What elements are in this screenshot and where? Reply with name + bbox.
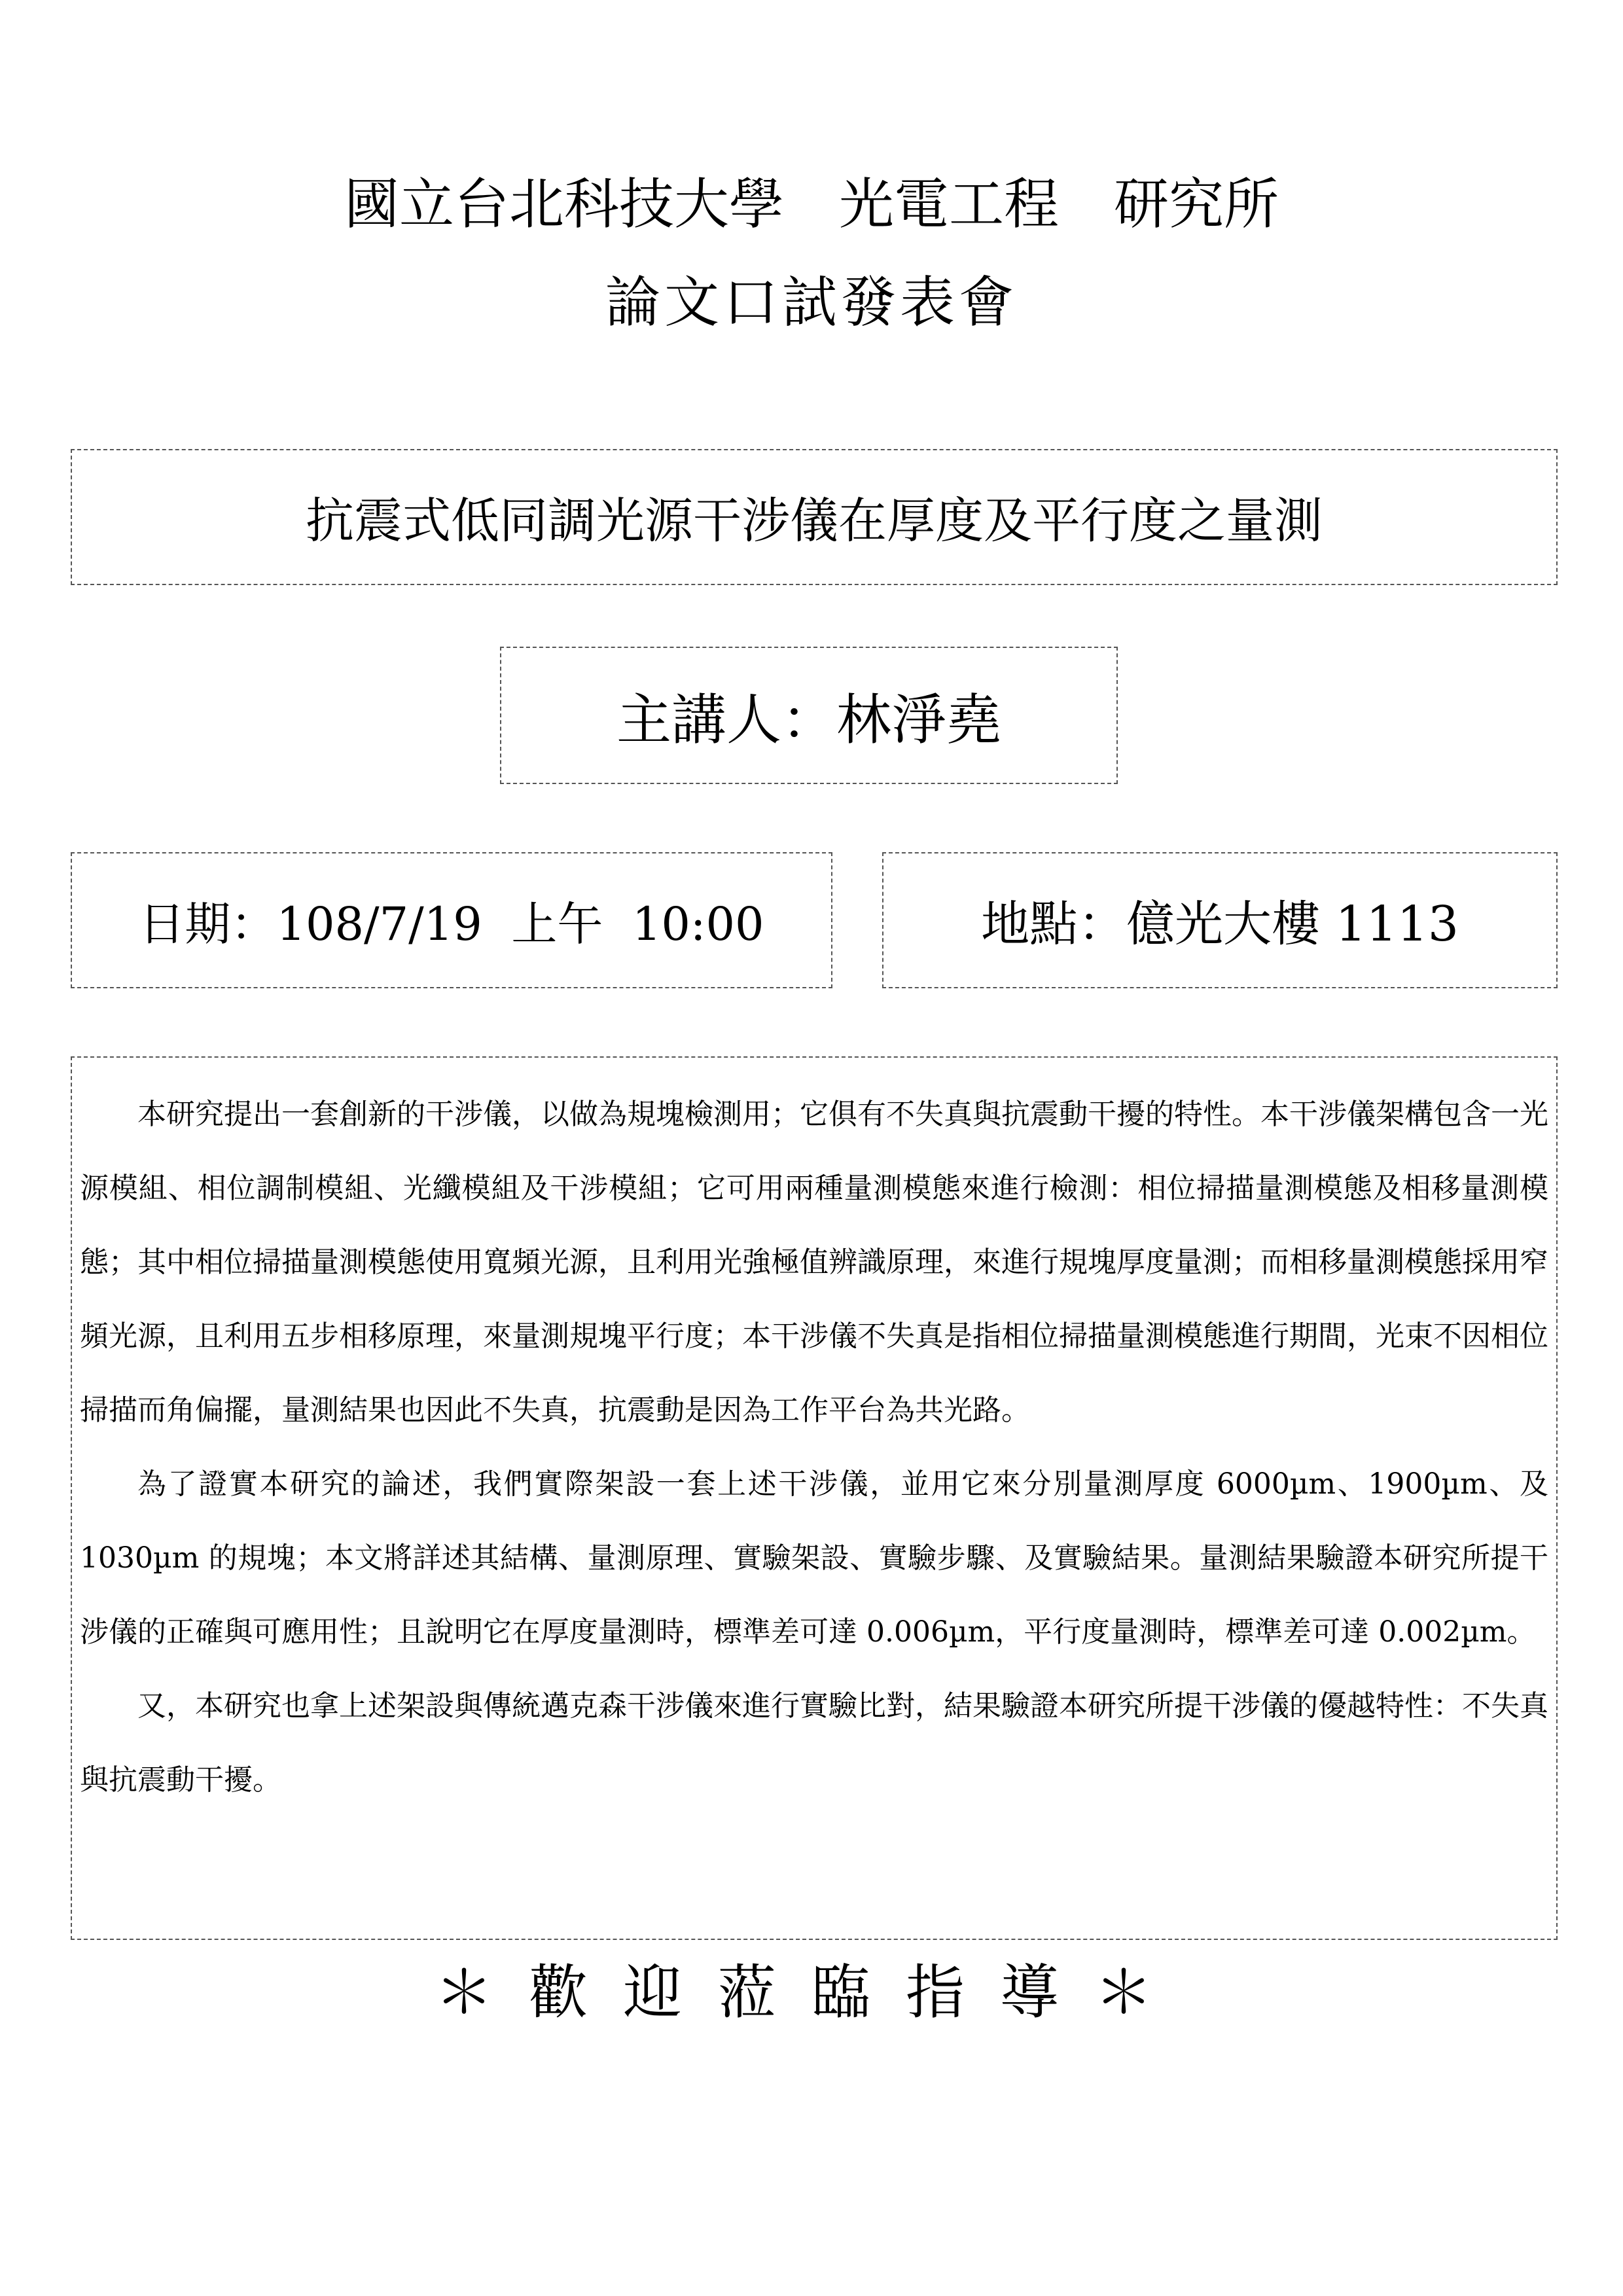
abstract-paragraph-3: 又，本研究也拿上述架設與傳統邁克森干涉儀來進行實驗比對，結果驗證本研究所提干涉儀的優越特性：不失真與抗震動干擾。 <box>80 1689 1548 1797</box>
welcome-banner: ＊歡迎蒞臨指導＊ <box>435 1958 1188 2027</box>
abstract-box <box>71 1056 1558 1940</box>
speaker-label: 主講人： <box>616 687 836 752</box>
date-box <box>71 852 832 988</box>
thesis-title: 抗震式低同調光源干涉儀在厚度及平行度之量測 <box>306 493 1323 549</box>
institution-title: 國立台北科技大學 光電工程 研究所 <box>344 172 1279 236</box>
thesis-title-box <box>71 449 1558 585</box>
location-box <box>882 852 1558 988</box>
date-value: 108/7/19 上午 10:00 <box>276 897 764 951</box>
location-label: 地點： <box>981 896 1127 952</box>
event-title: 論文口試發表會 <box>605 270 1018 334</box>
speaker-name: 林淨堯 <box>836 687 1002 752</box>
location-value: 億光大樓 1113 <box>1126 896 1459 952</box>
date-label: 日期： <box>139 897 277 951</box>
abstract-paragraph-1: 本研究提出一套創新的干涉儀，以做為規塊檢測用；它俱有不失真與抗震動干擾的特性。本干涉儀架構包含一光源模組、相位調制模組、光纖模組及干涉模組；它可用兩種量測模態來進行檢測：相位掃描量測模態及相移量測模態；其中相位掃描量測模態使用寬頻光源，且利用光強極值辨識原理，來進行規塊厚度量測；而相移量測模態採用窄頻光源，且利用五步相移原理，來量測規塊平行度；本干涉儀不失真是指相位掃描量測模態進行期間，光束不因相位掃描而角偏擺，量測結果也因此不失真，抗震動是因為工作平台為共光路。 <box>80 1098 1548 1427</box>
speaker-box <box>500 647 1118 784</box>
abstract-paragraph-2: 為了證實本研究的論述，我們實際架設一套上述干涉儀，並用它來分別量測厚度 6000µm、1900µm、及 1030µm 的規塊；本文將詳述其結構、量測原理、實驗架設、實驗步驟、及實驗結果。量測結果驗證本研究所提干涉儀的正確與可應用性；且說明它在厚度量測時，標準差可達 0.006µm，平行度量測時，標準差可達 0.002µm。 <box>80 1467 1548 1649</box>
